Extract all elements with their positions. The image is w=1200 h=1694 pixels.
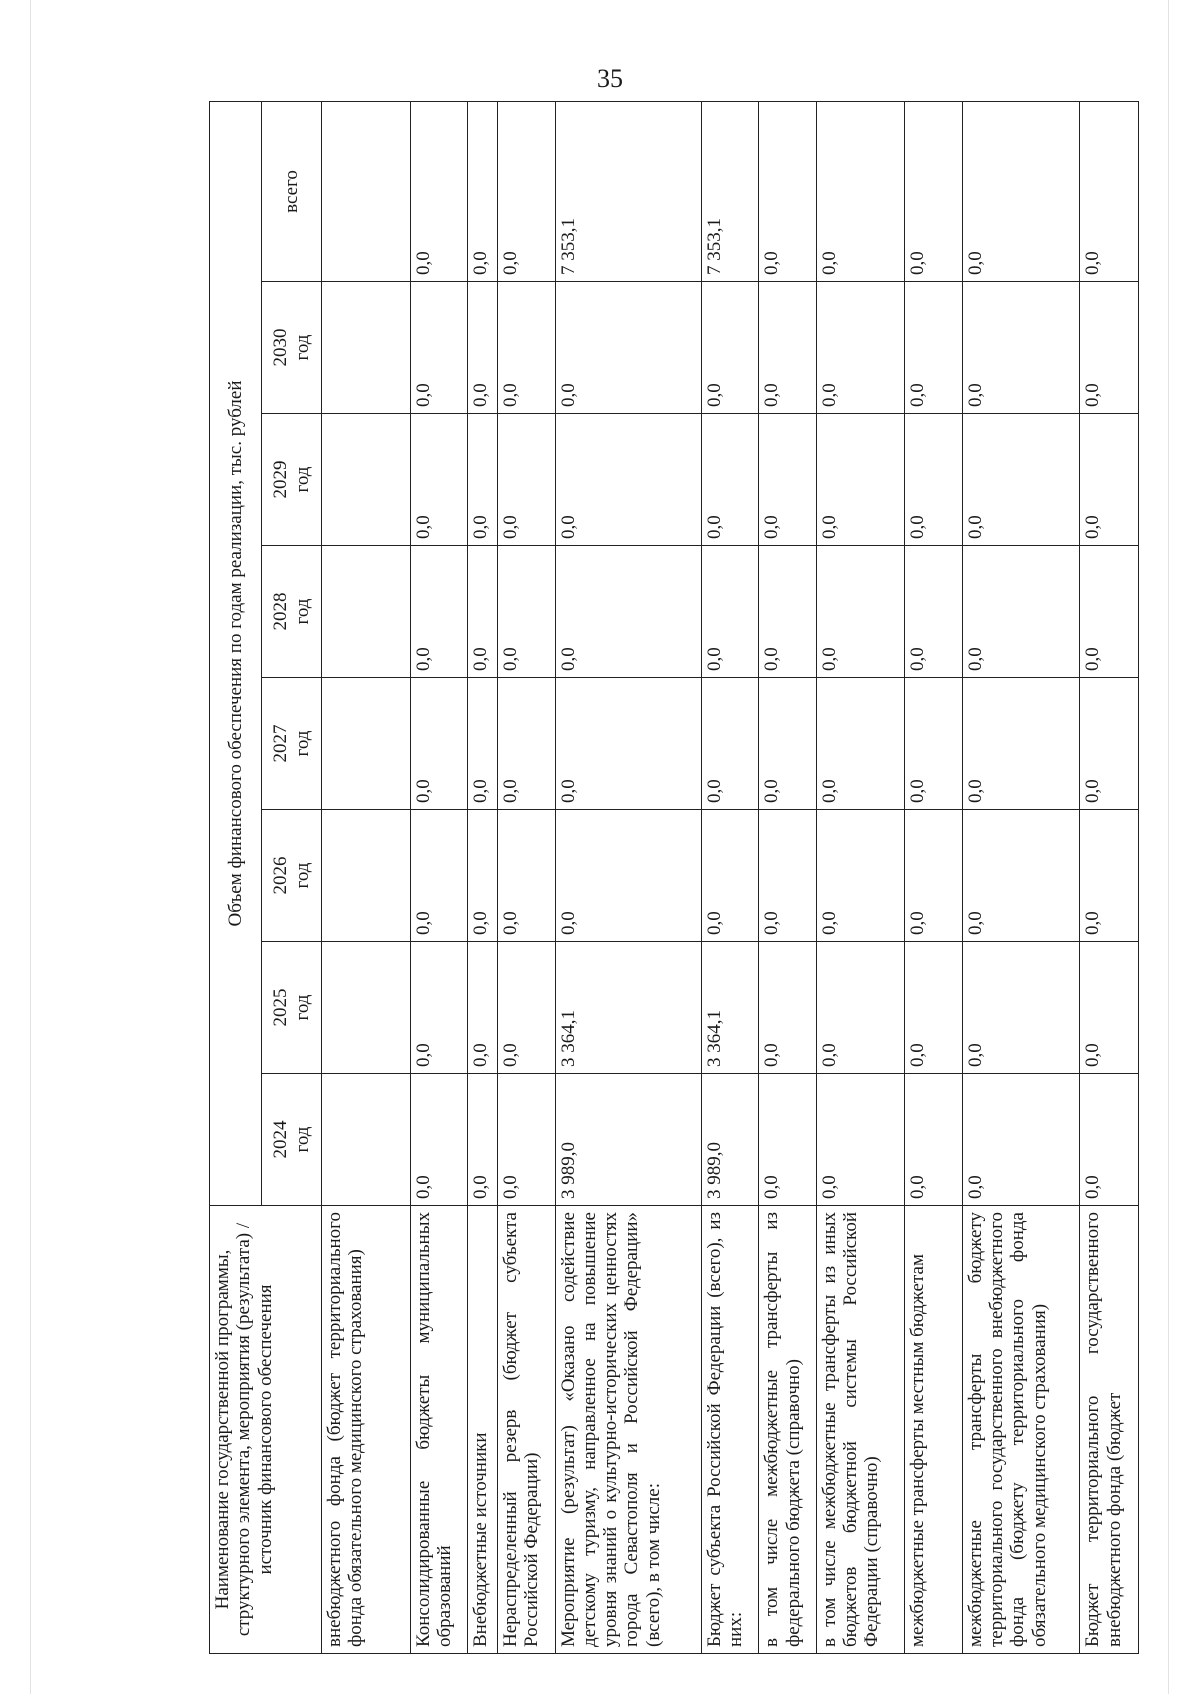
row-value-cell: 0,0 (498, 678, 556, 810)
row-value-cell: 0,0 (759, 282, 817, 414)
row-total-cell: 0,0 (962, 101, 1079, 281)
row-name-cell: межбюджетные трансферты местным бюджетам (905, 1206, 963, 1654)
row-total-cell (322, 101, 411, 281)
header-row-top (210, 101, 262, 1653)
row-value-cell: 0,0 (555, 678, 701, 810)
row-value-cell: 0,0 (498, 282, 556, 414)
row-value-cell: 0,0 (1080, 810, 1139, 942)
row-value-cell (322, 942, 411, 1074)
table-body (322, 101, 1139, 1653)
row-value-cell: 0,0 (759, 414, 817, 546)
table-row (816, 101, 905, 1653)
row-total-cell: 0,0 (498, 101, 556, 281)
row-value-cell: 0,0 (498, 810, 556, 942)
row-value-cell: 0,0 (962, 810, 1079, 942)
row-value-cell: 0,0 (468, 1074, 498, 1206)
row-total-cell: 0,0 (410, 101, 468, 281)
row-name-cell: в том числе межбюджетные трансферты из иных бюджетов бюджетной системы Российской Федерации (справочно) (816, 1206, 905, 1654)
row-value-cell: 0,0 (410, 1074, 468, 1206)
table-row (555, 101, 701, 1653)
row-name-cell: внебюджетного фонда (бюджет территориального фонда обязательного медицинского страхования) (322, 1206, 411, 1654)
table-row (498, 101, 556, 1653)
row-value-cell: 0,0 (905, 546, 963, 678)
row-value-cell: 0,0 (905, 282, 963, 414)
row-value-cell: 0,0 (962, 678, 1079, 810)
row-value-cell: 0,0 (468, 282, 498, 414)
row-name-cell: Бюджет территориального государственного внебюджетного фонда (бюджет (1080, 1206, 1139, 1654)
row-value-cell: 0,0 (555, 282, 701, 414)
table-row (759, 101, 817, 1653)
row-value-cell: 0,0 (905, 414, 963, 546)
row-value-cell: 0,0 (701, 282, 759, 414)
table-row (701, 101, 759, 1653)
row-value-cell: 0,0 (1080, 414, 1139, 546)
row-value-cell: 0,0 (498, 414, 556, 546)
row-value-cell: 0,0 (1080, 1074, 1139, 1206)
row-value-cell: 0,0 (468, 678, 498, 810)
name-column-header: Наименование государственной программы, структурного элемента, мероприятия (результата) / источник финансового обеспечения (210, 1206, 322, 1654)
row-value-cell: 0,0 (1080, 678, 1139, 810)
row-value-cell: 0,0 (410, 546, 468, 678)
table-row (1080, 101, 1139, 1653)
year-header-2026: 2026 год (262, 810, 322, 942)
row-value-cell: 0,0 (816, 546, 905, 678)
row-total-cell: 0,0 (759, 101, 817, 281)
row-value-cell: 0,0 (1080, 942, 1139, 1074)
row-value-cell: 0,0 (759, 678, 817, 810)
row-value-cell: 0,0 (498, 546, 556, 678)
total-header: всего (262, 101, 322, 281)
row-value-cell: 0,0 (962, 546, 1079, 678)
row-value-cell: 0,0 (410, 810, 468, 942)
row-value-cell: 0,0 (410, 942, 468, 1074)
year-header-2030: 2030 год (262, 282, 322, 414)
row-value-cell: 0,0 (555, 810, 701, 942)
row-value-cell: 0,0 (759, 942, 817, 1074)
row-value-cell: 3 989,0 (701, 1074, 759, 1206)
row-value-cell: 0,0 (468, 546, 498, 678)
row-name-cell: Бюджет субъекта Российской Федерации (всего), из них: (701, 1206, 759, 1654)
row-value-cell: 0,0 (468, 942, 498, 1074)
table-row (410, 101, 468, 1653)
row-value-cell: 3 364,1 (555, 942, 701, 1074)
row-value-cell: 0,0 (1080, 546, 1139, 678)
row-name-cell: Консолидированные бюджеты муниципальных образований (410, 1206, 468, 1654)
table-row (905, 101, 963, 1653)
row-value-cell: 3 364,1 (701, 942, 759, 1074)
row-total-cell: 0,0 (816, 101, 905, 281)
row-value-cell: 0,0 (555, 546, 701, 678)
row-value-cell: 0,0 (905, 678, 963, 810)
page-number: 35 (597, 64, 623, 93)
row-value-cell (322, 414, 411, 546)
row-value-cell: 0,0 (759, 810, 817, 942)
row-value-cell: 0,0 (759, 1074, 817, 1206)
year-header-2024: 2024 год (262, 1074, 322, 1206)
row-value-cell: 0,0 (701, 546, 759, 678)
row-value-cell: 0,0 (962, 282, 1079, 414)
table-row (468, 101, 498, 1653)
row-total-cell: 0,0 (905, 101, 963, 281)
row-value-cell: 0,0 (498, 1074, 556, 1206)
row-total-cell: 7 353,1 (555, 101, 701, 281)
year-header-2029: 2029 год (262, 414, 322, 546)
row-value-cell: 0,0 (816, 810, 905, 942)
financing-table-wrapper (209, 102, 1139, 1654)
row-value-cell: 0,0 (962, 414, 1079, 546)
row-value-cell: 0,0 (555, 414, 701, 546)
row-name-cell: Мероприятие (результат) «Оказано содействие детскому туризму, направленное на повышение уровня знаний о культурно-исторических ценностях города Севастополя и Российской Федерации» (всего), в том числе: (555, 1206, 701, 1654)
scan-edge-left (30, 0, 31, 1694)
row-value-cell: 0,0 (759, 546, 817, 678)
row-value-cell: 0,0 (905, 1074, 963, 1206)
row-value-cell (322, 810, 411, 942)
row-value-cell: 0,0 (468, 414, 498, 546)
row-value-cell: 0,0 (962, 942, 1079, 1074)
row-value-cell: 0,0 (410, 678, 468, 810)
row-name-cell: Нераспределенный резерв (бюджет субъекта Российской Федерации) (498, 1206, 556, 1654)
volume-header: Объем финансового обеспечения по годам реализации, тыс. рублей (210, 101, 262, 1205)
row-total-cell: 0,0 (468, 101, 498, 281)
row-total-cell: 7 353,1 (701, 101, 759, 281)
row-value-cell: 0,0 (410, 414, 468, 546)
row-value-cell (322, 1074, 411, 1206)
year-header-2028: 2028 год (262, 546, 322, 678)
row-value-cell: 0,0 (701, 810, 759, 942)
year-header-2027: 2027 год (262, 678, 322, 810)
row-name-cell: Внебюджетные источники (468, 1206, 498, 1654)
row-value-cell: 0,0 (816, 1074, 905, 1206)
row-name-cell: в том числе межбюджетные трансферты из федерального бюджета (справочно) (759, 1206, 817, 1654)
row-value-cell (322, 282, 411, 414)
row-value-cell: 0,0 (701, 414, 759, 546)
row-value-cell: 3 989,0 (555, 1074, 701, 1206)
table-row (322, 101, 411, 1653)
row-value-cell: 0,0 (905, 810, 963, 942)
row-value-cell (322, 546, 411, 678)
year-header-2025: 2025 год (262, 942, 322, 1074)
row-value-cell: 0,0 (905, 942, 963, 1074)
financing-table (209, 101, 1139, 1654)
scan-edge-right (1168, 0, 1169, 1694)
row-value-cell: 0,0 (816, 414, 905, 546)
row-value-cell: 0,0 (498, 942, 556, 1074)
row-value-cell: 0,0 (816, 942, 905, 1074)
row-value-cell: 0,0 (701, 678, 759, 810)
row-value-cell: 0,0 (410, 282, 468, 414)
row-value-cell: 0,0 (816, 678, 905, 810)
row-total-cell: 0,0 (1080, 101, 1139, 281)
row-value-cell: 0,0 (468, 810, 498, 942)
row-value-cell: 0,0 (1080, 282, 1139, 414)
row-value-cell: 0,0 (816, 282, 905, 414)
row-value-cell: 0,0 (962, 1074, 1079, 1206)
row-name-cell: межбюджетные трансферты бюджету территориального государственного внебюджетного фонда (бюджету территориального фонда обязательного медицинского страхования) (962, 1206, 1079, 1654)
row-value-cell (322, 678, 411, 810)
table-row (962, 101, 1079, 1653)
